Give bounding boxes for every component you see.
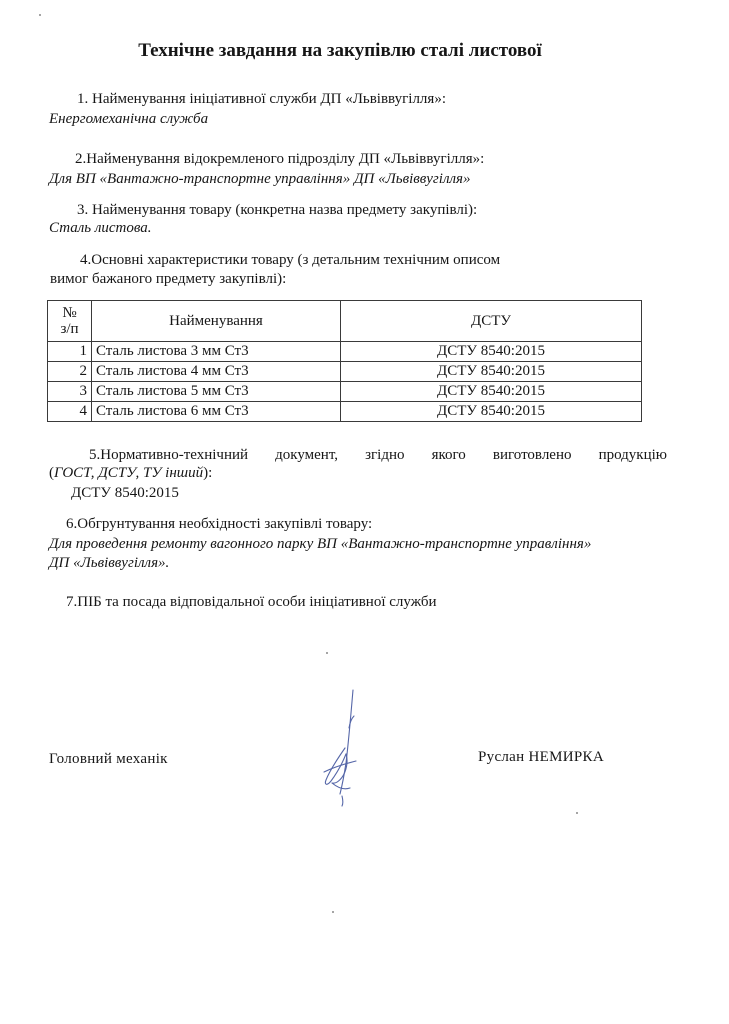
scan-speck	[576, 812, 578, 814]
scan-speck	[39, 14, 41, 16]
row-standard: ДСТУ 8540:2015	[341, 362, 642, 382]
column-header-number-line-2: з/п	[60, 321, 79, 337]
section-5-value: ДСТУ 8540:2015	[71, 485, 179, 501]
column-header-number	[48, 301, 92, 342]
scan-speck	[332, 911, 334, 913]
section-2-value: Для ВП «Вантажно-транспортне управління» ДП «Львіввугілля»	[49, 171, 471, 187]
section-6-value-line-2: ДП «Львіввугілля».	[49, 555, 170, 571]
section-6-label: 6.Обгрунтування необхідності закупівлі товару:	[66, 516, 373, 532]
row-number: 4	[48, 402, 92, 422]
table-header-row	[48, 301, 642, 342]
section-5-doc-types: ГОСТ, ДСТУ, ТУ інший	[54, 465, 204, 481]
section-5-line-2	[49, 465, 212, 482]
document-title: Технічне завдання на закупівлю сталі листової	[138, 40, 542, 61]
section-7-label: 7.ПІБ та посада відповідальної особи ініціативної служби	[66, 594, 437, 610]
section-5-paren-close: ):	[203, 465, 213, 481]
section-5-line-1: 5.Нормативно-технічний документ, згідно якого виготовлено продукцію	[89, 447, 667, 463]
table-row	[48, 342, 642, 362]
row-standard: ДСТУ 8540:2015	[341, 342, 642, 362]
row-standard: ДСТУ 8540:2015	[341, 382, 642, 402]
scan-speck	[326, 652, 328, 654]
section-4-line-2: вимог бажаного предмету закупівлі):	[50, 271, 287, 287]
column-header-number-line-1: №	[62, 305, 77, 321]
table-row	[48, 362, 642, 382]
section-3-value: Сталь листова.	[49, 220, 152, 236]
signatory-position: Головний механік	[49, 751, 168, 767]
section-5-paren-open: (	[49, 465, 54, 481]
row-name: Сталь листова 5 мм Ст3	[92, 382, 341, 402]
column-header-name: Найменування	[92, 301, 341, 342]
section-4-line-1: 4.Основні характеристики товару (з детальним технічним описом	[80, 252, 501, 268]
specifications-table	[47, 300, 642, 422]
row-name: Сталь листова 4 мм Ст3	[92, 362, 341, 382]
section-1-value: Енергомеханічна служба	[49, 111, 209, 127]
section-6-value-line-1: Для проведення ремонту вагонного парку ВП «Вантажно-транспортне управління»	[49, 536, 592, 552]
signatory-name: Руслан НЕМИРКА	[478, 749, 604, 765]
row-number: 3	[48, 382, 92, 402]
table-row	[48, 382, 642, 402]
row-standard: ДСТУ 8540:2015	[341, 402, 642, 422]
section-2-label: 2.Найменування відокремленого підрозділу ДП «Львіввугілля»:	[75, 151, 485, 167]
row-number: 1	[48, 342, 92, 362]
row-number: 2	[48, 362, 92, 382]
section-1-label: 1. Найменування ініціативної служби ДП «Львіввугілля»:	[77, 91, 446, 107]
section-3-label: 3. Найменування товару (конкретна назва предмету закупівлі):	[77, 202, 478, 218]
row-name: Сталь листова 6 мм Ст3	[92, 402, 341, 422]
handwritten-signature	[318, 688, 368, 808]
column-header-standard: ДСТУ	[341, 301, 642, 342]
table-row	[48, 402, 642, 422]
row-name: Сталь листова 3 мм Ст3	[92, 342, 341, 362]
